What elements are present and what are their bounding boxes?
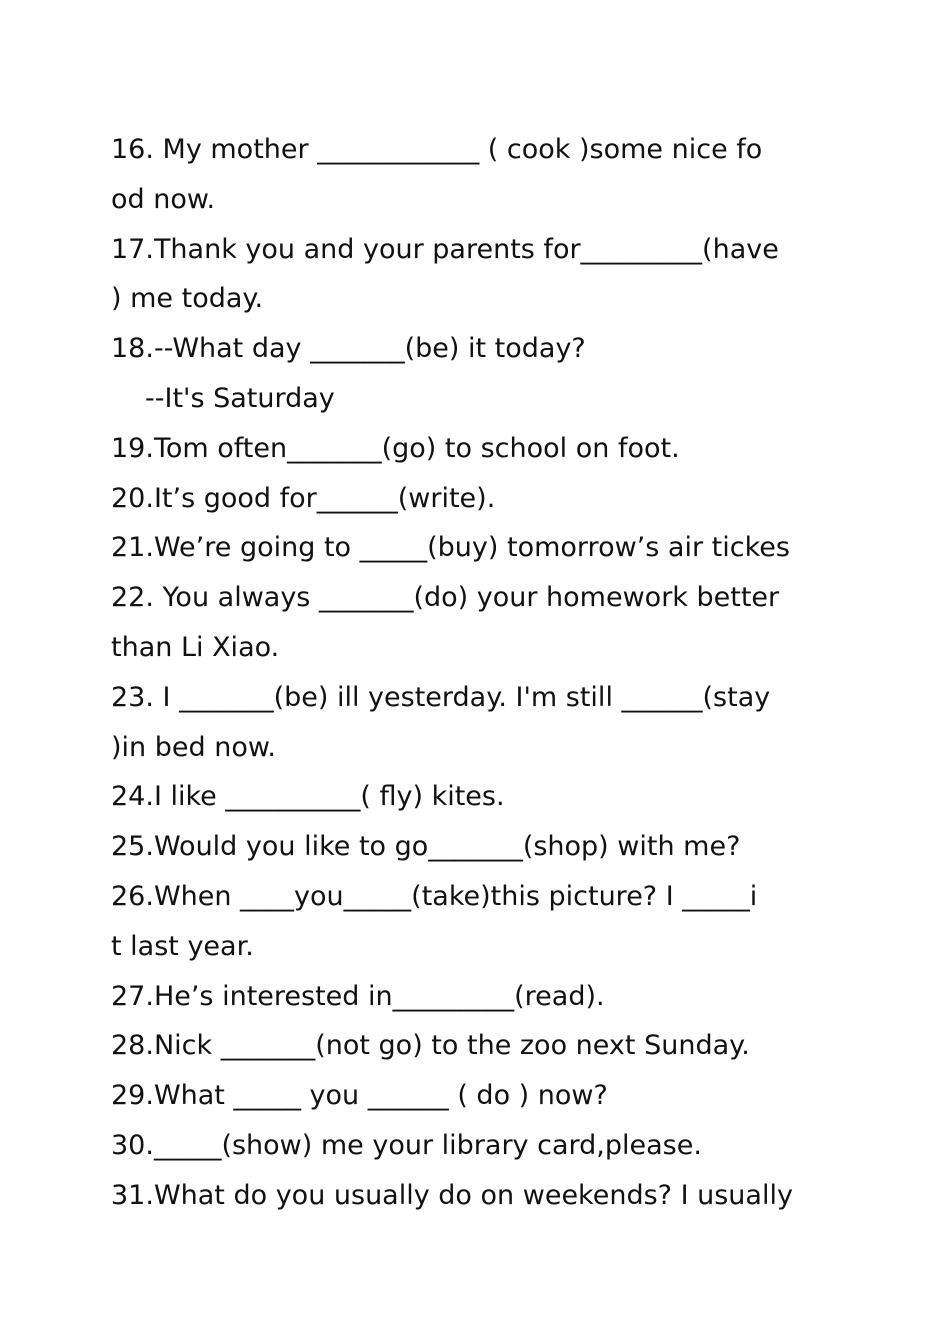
exercise-line-18: 18.--What day _______(be) it today? xyxy=(111,333,586,365)
exercise-line-19: 19.Tom often_______(go) to school on foot. xyxy=(111,432,680,464)
exercise-line-26: 26.When ____you_____(take)this picture? I _____i xyxy=(111,880,758,912)
exercise-line-27: 27.He’s interested in_________(read). xyxy=(111,980,605,1012)
exercise-line-22-cont: than Li Xiao. xyxy=(111,631,280,663)
exercise-line-16: 16. My mother ____________ ( cook )some nice fo xyxy=(111,134,763,165)
exercise-line-16-cont: od now. xyxy=(111,183,216,215)
exercise-line-21: 21.We’re going to _____(buy) tomorrow’s air tickes xyxy=(111,532,790,564)
exercise-line-26-cont: t last year. xyxy=(111,930,254,962)
exercise-line-23: 23. I _______(be) ill yesterday. I'm still ______(stay xyxy=(111,681,771,713)
exercise-line-31: 31.What do you usually do on weekends? I usually xyxy=(111,1179,793,1211)
exercise-line-22: 22. You always _______(do) your homework better xyxy=(111,582,780,614)
exercise-line-18-answer: --It's Saturday xyxy=(145,382,335,414)
exercise-line-29: 29.What _____ you ______ ( do ) now? xyxy=(111,1080,608,1112)
exercise-line-25: 25.Would you like to go_______(shop) with me? xyxy=(111,831,741,863)
exercise-line-28: 28.Nick _______(not go) to the zoo next Sunday. xyxy=(111,1030,750,1062)
exercise-line-30: 30._____(show) me your library card,please. xyxy=(111,1129,702,1161)
exercise-line-17: 17.Thank you and your parents for_________(have xyxy=(111,233,779,265)
exercise-line-17-cont: ) me today. xyxy=(111,283,264,315)
exercise-line-23-cont: )in bed now. xyxy=(111,731,277,763)
exercise-line-24: 24.I like __________( fly) kites. xyxy=(111,781,505,813)
exercise-line-20: 20.It’s good for______(write). xyxy=(111,482,496,514)
exercise-text xyxy=(111,125,841,1221)
